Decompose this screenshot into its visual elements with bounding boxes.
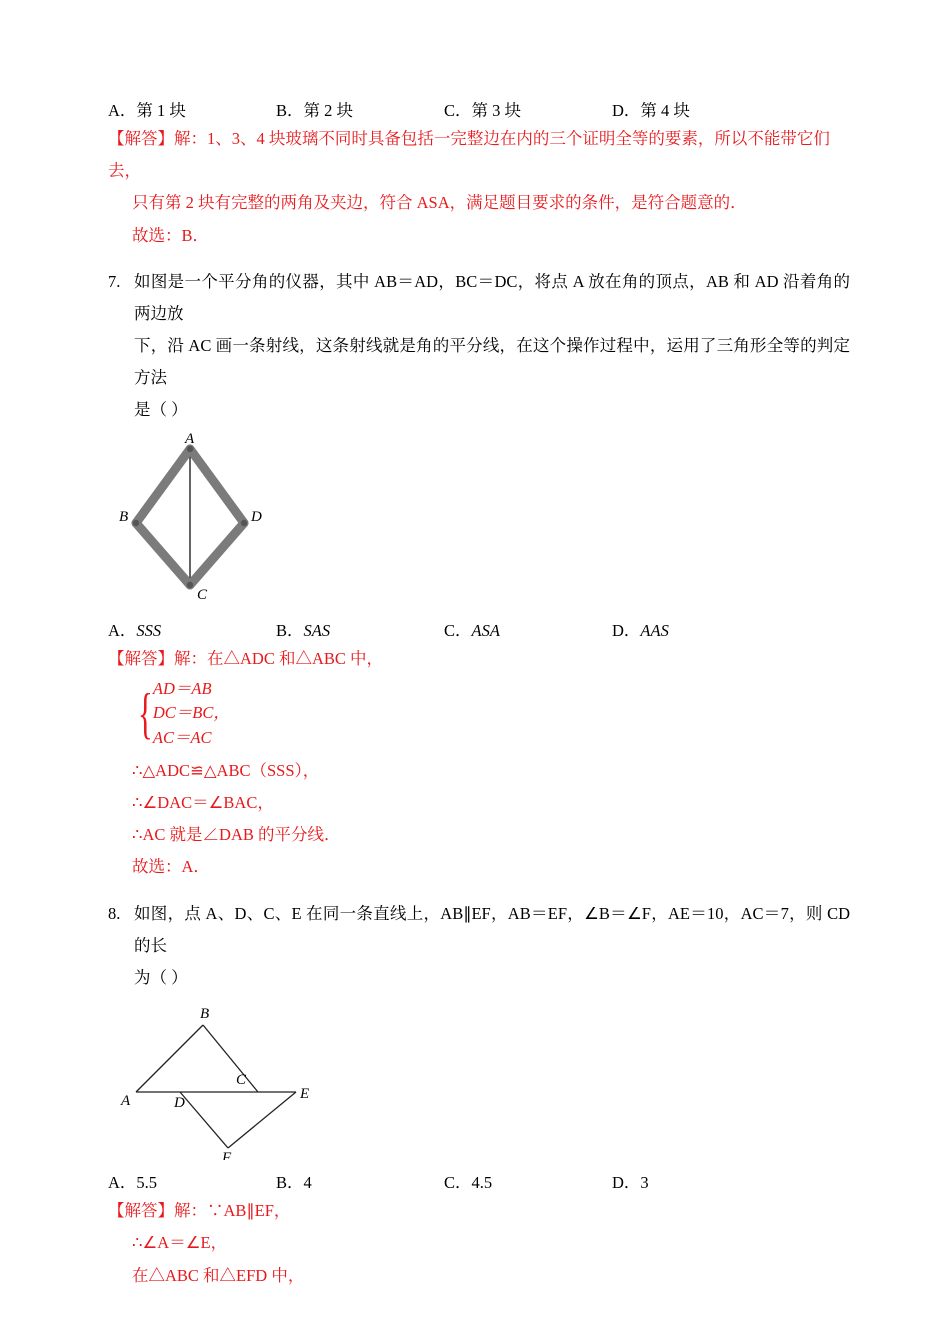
- q6-option-b-text: 第 2 块: [303, 101, 354, 120]
- q8-label-c: C: [236, 1072, 247, 1089]
- q7-label-c: C: [197, 586, 208, 603]
- q8-option-b[interactable]: B．4: [276, 1173, 312, 1193]
- q8-label-f: F: [222, 1150, 232, 1161]
- q7-option-c-text: ASA: [471, 620, 500, 640]
- q6-solution-line-3: 故选：B．: [132, 225, 210, 245]
- q6-solution-text-1: 1、3、4 块玻璃不同时具备包括一完整边在内的三个证明全等的要素，所以不能带它们去，: [108, 129, 830, 181]
- q7-options: [108, 617, 850, 641]
- q7-equation-1: AD＝AB: [152, 678, 212, 698]
- q6-option-a-text: 第 1 块: [136, 101, 186, 120]
- q6-option-d-text: 第 4 块: [640, 101, 690, 120]
- q7-number: 7.: [108, 271, 121, 291]
- q7-joint-d: [241, 519, 247, 525]
- q8-segment-ef: [228, 1092, 296, 1148]
- q8-stem: [134, 898, 850, 995]
- q6-option-c[interactable]: [444, 97, 612, 121]
- q8-figure: [108, 1000, 850, 1165]
- q7-option-a-text: SSS: [136, 620, 162, 640]
- q7-option-d[interactable]: D．AAS: [612, 620, 669, 640]
- q8-solution-line-1: [108, 1195, 850, 1227]
- q7-solution-line-2: ∴△ADC≌△ABC（SSS），: [132, 760, 320, 780]
- q7-bar-ad: [190, 449, 244, 523]
- q6-solution-line-1: [108, 123, 850, 187]
- q6-option-b[interactable]: [276, 97, 444, 121]
- q7-kite-diagram: [118, 433, 348, 608]
- q7-equations: [153, 677, 230, 751]
- q7-label-b: B: [119, 508, 129, 525]
- q8-option-c[interactable]: C．4.5: [444, 1173, 493, 1193]
- q8-solution-line-2: ∴∠A＝∠E，: [132, 1233, 228, 1253]
- q6-solution: [108, 123, 850, 252]
- q7-option-c[interactable]: C．ASA: [444, 620, 500, 640]
- q7-equation-2: DC＝BC，: [152, 703, 230, 723]
- q7-solution-line-5: 故选：A．: [132, 857, 210, 877]
- q7-bar-dc: [190, 523, 244, 585]
- q7-option-b[interactable]: B．SAS: [276, 620, 331, 640]
- q7-bar-bc: [136, 523, 190, 585]
- q6-options: [108, 97, 850, 121]
- left-brace-icon: {: [138, 682, 153, 745]
- q8-solution-line-3: 在△ABC 和△EFD 中，: [132, 1265, 305, 1285]
- q6-option-a-letter: A．: [108, 101, 137, 120]
- q8-option-d[interactable]: D．3: [612, 1173, 649, 1193]
- q8-segment-bc: [203, 1025, 258, 1092]
- q7-solution-line-3: ∴∠DAC＝∠BAC，: [132, 793, 274, 813]
- q8-segment-fd: [180, 1092, 228, 1148]
- q6-solution-label: 【解答】解：: [108, 129, 207, 148]
- q7-joint-c: [187, 581, 193, 587]
- q7-solution-line-4: ∴AC 就是∠DAB 的平分线．: [132, 825, 341, 845]
- q7-option-a[interactable]: A．SSS: [108, 620, 162, 640]
- q7-option-d-text: AAS: [640, 620, 669, 640]
- q8-solution-label: 【解答】解：: [108, 1201, 207, 1221]
- q8-block: [108, 898, 850, 995]
- q7-figure: [108, 433, 850, 613]
- q7-label-a: A: [185, 432, 195, 447]
- q8-option-a[interactable]: A．5.5: [108, 1173, 158, 1193]
- q8-option-d-text: 3: [640, 1173, 649, 1193]
- q7-label-d: D: [251, 508, 262, 525]
- q8-label-e: E: [300, 1086, 310, 1103]
- q6-option-c-text: 第 3 块: [471, 101, 522, 120]
- q8-triangles-diagram: [118, 1000, 398, 1160]
- q8-label-a: A: [121, 1093, 131, 1110]
- q7-solution: [108, 643, 850, 675]
- q6-option-d-letter: D．: [612, 101, 641, 120]
- q8-options: [108, 1169, 850, 1193]
- q8-number: 8.: [108, 903, 121, 923]
- q8-stem-line-2: 为（ ）: [134, 968, 188, 987]
- q7-equation-3: AC＝AC: [152, 728, 212, 748]
- q7-stem: [134, 266, 850, 427]
- q6-option-a[interactable]: [108, 97, 276, 121]
- q7-block: [108, 266, 850, 427]
- q7-stem-line-1: 如图是一个平分角的仪器，其中 AB＝AD，BC＝DC，将点 A 放在角的顶点，AB 和 AD 沿着角的两边放: [134, 271, 850, 323]
- q6-solution-line-2: 只有第 2 块有完整的两角及夹边，符合 ASA，满足题目要求的条件，是符合题意的．: [132, 193, 747, 213]
- q7-solution-rest: [108, 755, 850, 884]
- q7-joint-b: [133, 519, 139, 525]
- q7-option-b-text: SAS: [303, 620, 331, 640]
- q7-solution-label: 【解答】解：: [108, 648, 207, 668]
- q7-equation-group: [108, 677, 850, 751]
- q8-option-a-text: 5.5: [136, 1173, 158, 1193]
- q8-option-c-text: 4.5: [471, 1173, 493, 1193]
- q8-stem-line-1: 如图，点 A、D、C、E 在同一条直线上，AB∥EF，AB＝EF，∠B＝∠F，AE＝10，AC＝7，则 CD 的长: [134, 903, 850, 955]
- q8-solution: [108, 1195, 850, 1292]
- q7-solution-line-1: [108, 643, 850, 675]
- q8-option-b-text: 4: [303, 1173, 312, 1193]
- q8-label-b: B: [200, 1006, 210, 1023]
- q8-segment-ab: [136, 1025, 203, 1092]
- q7-bar-ab: [136, 449, 190, 523]
- q6-option-b-letter: B．: [276, 101, 304, 120]
- q6-option-c-letter: C．: [444, 101, 472, 120]
- q6-option-d[interactable]: [612, 97, 780, 121]
- q7-stem-line-3: 是（ ）: [134, 400, 188, 420]
- q8-label-d: D: [174, 1095, 185, 1112]
- q8-solution-first: ∵AB∥EF，: [207, 1201, 291, 1221]
- q7-solution-intro: 在△ADC 和△ABC 中，: [207, 648, 384, 668]
- q7-stem-line-2: 下，沿 AC 画一条射线，这条射线就是角的平分线，在这个操作过程中，运用了三角形全等的判定方法: [134, 336, 850, 388]
